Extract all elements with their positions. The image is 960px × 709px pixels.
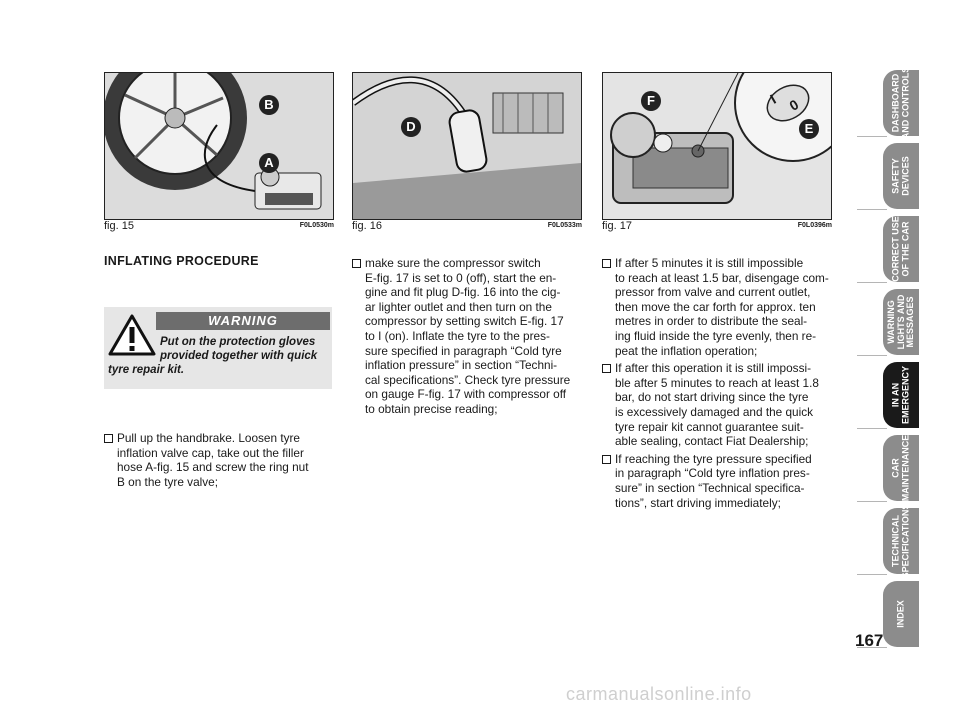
warning-line: provided together with quick [160, 350, 318, 362]
bullet-line: is excessively damaged and the quick [615, 404, 814, 419]
bullet-line: sure specified in paragraph “Cold tyre [365, 343, 562, 358]
bullet-line: able sealing, contact Fiat Dealership; [615, 434, 809, 449]
bullet-line: Pull up the handbrake. Loosen tyre [117, 431, 300, 445]
column-3 [602, 256, 834, 513]
chapter-tab[interactable] [883, 362, 919, 428]
bullet-line: B on the tyre valve; [117, 474, 218, 489]
bullet-line: ar lighter outlet and then turn on the [365, 299, 552, 314]
bullet-line: hose A-fig. 15 and screw the ring nut [117, 460, 309, 475]
tab-divider [857, 282, 887, 283]
bullet-line: make sure the compressor switch [365, 256, 541, 270]
figure-code: F0L0530m [299, 222, 334, 229]
warning-text [108, 335, 330, 377]
lighter-socket-illustration [353, 73, 581, 219]
figure-code: F0L0533m [547, 222, 582, 229]
chapter-tab-label: CAR MAINTENANCE [890, 434, 910, 502]
bullet-item [352, 256, 584, 417]
bullet-line: ing fluid inside the tyre evenly, then re- [615, 328, 817, 343]
warning-title: WARNING [156, 312, 330, 330]
watermark: carmanualsonline.info [566, 684, 752, 704]
bullet-line: in paragraph “Cold tyre inflation pres- [615, 466, 810, 481]
tab-divider [857, 355, 887, 356]
bullet-line: gine and fit plug D-fig. 16 into the cig- [365, 285, 561, 300]
checkbox-bullet-icon [352, 259, 361, 268]
bullet-line: If reaching the tyre pressure specified [615, 451, 812, 466]
bullet-line: on gauge F-fig. 17 with compressor off [365, 387, 567, 402]
bullet-line: If after this operation it is still impossi- [615, 361, 812, 376]
chapter-tab[interactable] [883, 216, 919, 282]
figure-17-caption [602, 220, 832, 234]
bullet-line: ble after 5 minutes to reach at least 1.8 [615, 375, 819, 390]
chapter-tab[interactable] [883, 289, 919, 355]
tab-divider [857, 209, 887, 210]
switch-mark-on: I [767, 91, 779, 107]
figure-15-caption [104, 220, 334, 234]
checkbox-bullet-icon [602, 455, 611, 464]
chapter-tab[interactable] [883, 581, 919, 647]
bullet-line: to obtain precise reading; [365, 401, 498, 416]
chapter-tab-label: WARNING LIGHTS AND MESSAGES [885, 294, 915, 350]
bullet-item [602, 452, 834, 510]
bullet-item [602, 361, 834, 449]
bullet-line: pressor from valve and current outlet, [615, 285, 811, 300]
compressor-switch-illustration [603, 73, 831, 219]
warning-line: tyre repair kit. [108, 364, 185, 376]
chapter-tab[interactable] [883, 66, 919, 140]
chapter-tab-label: TECHNICAL SPECIFICATIONS [890, 503, 910, 579]
bullet-item [104, 431, 334, 489]
figure-number: fig. 17 [602, 220, 632, 232]
section-heading: INFLATING PROCEDURE [104, 254, 259, 268]
checkbox-bullet-icon [104, 434, 113, 443]
chapter-tab[interactable] [883, 503, 919, 579]
figure-16 [352, 72, 582, 220]
chapter-tab-label: SAFETY DEVICES [890, 156, 910, 196]
bullet-line: tions”, start driving immediately; [615, 495, 781, 510]
bullet-line: bar, do not start driving since the tyre [615, 390, 809, 405]
page-number: 167 [855, 631, 884, 650]
callout-b: B [259, 95, 279, 115]
warning-box [104, 307, 332, 389]
chapter-tab-label: CORRECT USE OF THE CAR [890, 216, 910, 282]
callout-a: A [259, 153, 279, 173]
figure-code: F0L0396m [797, 222, 832, 229]
figure-16-caption [352, 220, 582, 234]
figure-number: fig. 15 [104, 220, 134, 232]
bullet-line: to I (on). Inflate the tyre to the pres- [365, 328, 550, 343]
bullet-line: compressor by setting switch E-fig. 17 [365, 314, 564, 329]
figure-17 [602, 72, 832, 220]
bullet-line: E-fig. 17 is set to 0 (off), start the en- [365, 270, 557, 285]
tab-divider [857, 428, 887, 429]
tab-divider [857, 136, 887, 137]
chapter-tab-label: IN AN EMERGENCY [890, 365, 910, 425]
bullet-line: metres in order to distribute the seal- [615, 314, 808, 329]
chapter-tab-label: INDEX [895, 600, 906, 628]
bullet-item [602, 256, 834, 358]
bullet-line: If after 5 minutes it is still impossible [615, 256, 804, 270]
bullet-line: to reach at least 1.5 bar, disengage com- [615, 270, 829, 285]
warning-line: Put on the protection gloves [160, 336, 316, 348]
bullet-line: inflation valve cap, take out the filler [117, 445, 304, 460]
column-2 [352, 256, 584, 420]
checkbox-bullet-icon [602, 259, 611, 268]
tyre-compressor-illustration [105, 73, 333, 219]
switch-mark-off: 0 [786, 96, 802, 114]
chapter-tab-label: DASHBOARD AND CONTROLS [890, 66, 910, 140]
bullet-line: tyre repair kit cannot guarantee suit- [615, 419, 804, 434]
chapter-tab[interactable] [883, 435, 919, 501]
bullet-line: sure” in section “Technical specifica- [615, 480, 805, 495]
bullet-line: inflation pressure” in section “Techni- [365, 358, 558, 373]
figure-15 [104, 72, 334, 220]
bullet-line: cal specifications”. Check tyre pressure [365, 372, 571, 387]
callout-f: F [641, 91, 661, 111]
bullet-line: peat the inflation operation; [615, 343, 758, 358]
checkbox-bullet-icon [602, 364, 611, 373]
callout-e: E [799, 119, 819, 139]
callout-d: D [401, 117, 421, 137]
figure-number: fig. 16 [352, 220, 382, 232]
column-1 [104, 431, 334, 492]
tab-divider [857, 501, 887, 502]
bullet-line: then move the car forth for approx. ten [615, 299, 816, 314]
chapter-tab[interactable] [883, 143, 919, 209]
tab-divider [857, 574, 887, 575]
